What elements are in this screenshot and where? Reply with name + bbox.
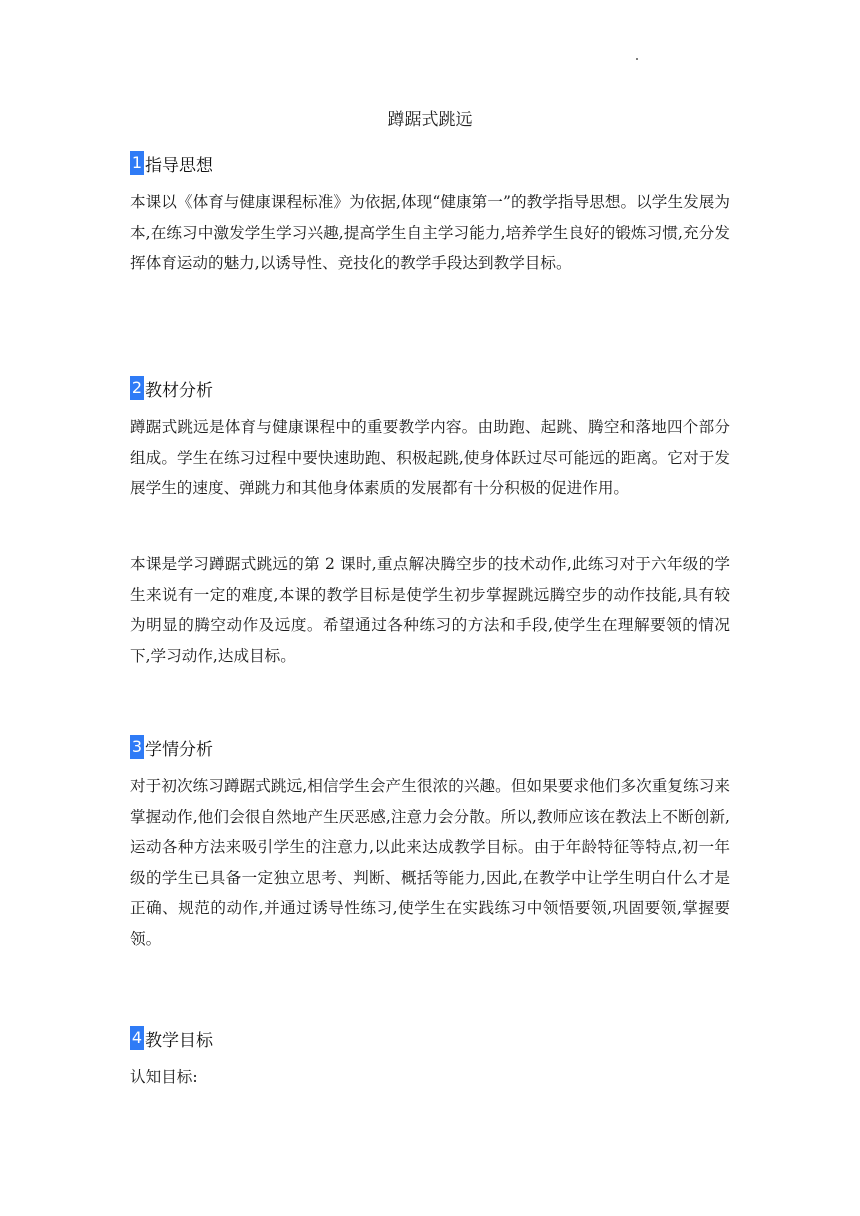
section-paragraph: 本课是学习蹲踞式跳远的第 2 课时,重点解决腾空步的技术动作,此练习对于六年级的学生来说有一定的难度,本课的教学目标是使学生初步掌握跳远腾空步的动作技能,具有较为明显的腾空动作及远度。希望通过各种练习的方法和手段,使学生在理解要领的情况下,学习动作,达成目标。	[130, 555, 730, 665]
section-heading-text: 学情分析	[145, 739, 213, 760]
section-number-badge: 3	[130, 735, 144, 759]
section-heading-material-analysis	[130, 376, 213, 400]
section-number-badge: 1	[130, 151, 144, 175]
section-heading-teaching-objectives	[130, 1026, 213, 1050]
section-paragraph: 蹲踞式跳远是体育与健康课程中的重要教学内容。由助跑、起跳、腾空和落地四个部分组成。学生在练习过程中要快速助跑、积极起跳,使身体跃过尽可能远的距离。它对于发展学生的速度、弹跳力和其他身体素质的发展都有十分积极的促进作用。	[130, 418, 730, 497]
section-heading-guiding-ideology	[130, 151, 213, 175]
section-heading-text: 教学目标	[145, 1030, 213, 1051]
page-mark	[636, 58, 638, 60]
section-number-badge: 2	[130, 376, 144, 400]
section-paragraph: 对于初次练习蹲踞式跳远,相信学生会产生很浓的兴趣。但如果要求他们多次重复练习来掌握动作,他们会很自然地产生厌恶感,注意力会分散。所以,教师应该在教法上不断创新,运动各种方法来吸引学生的注意力,以此来达成教学目标。由于年龄特征等特点,初一年级的学生已具备一定独立思考、判断、概括等能力,因此,在教学中让学生明白什么才是正确、规范的动作,并通过诱导性练习,使学生在实践练习中领悟要领,巩固要领,掌握要领。	[130, 777, 730, 948]
section-paragraph: 本课以《体育与健康课程标准》为依据,体现“健康第一”的教学指导思想。以学生发展为本,在练习中激发学生学习兴趣,提高学生自主学习能力,培养学生良好的锻炼习惯,充分发挥体育运动的魅力,以诱导性、竞技化的教学手段达到教学目标。	[130, 193, 730, 272]
document-title: 蹲踞式跳远	[387, 110, 473, 130]
section-number-badge: 4	[130, 1026, 144, 1050]
section-heading-learner-analysis	[130, 735, 213, 759]
section-heading-text: 指导思想	[145, 155, 213, 176]
section-paragraph: 认知目标:	[130, 1068, 198, 1086]
section-heading-text: 教材分析	[145, 380, 213, 401]
